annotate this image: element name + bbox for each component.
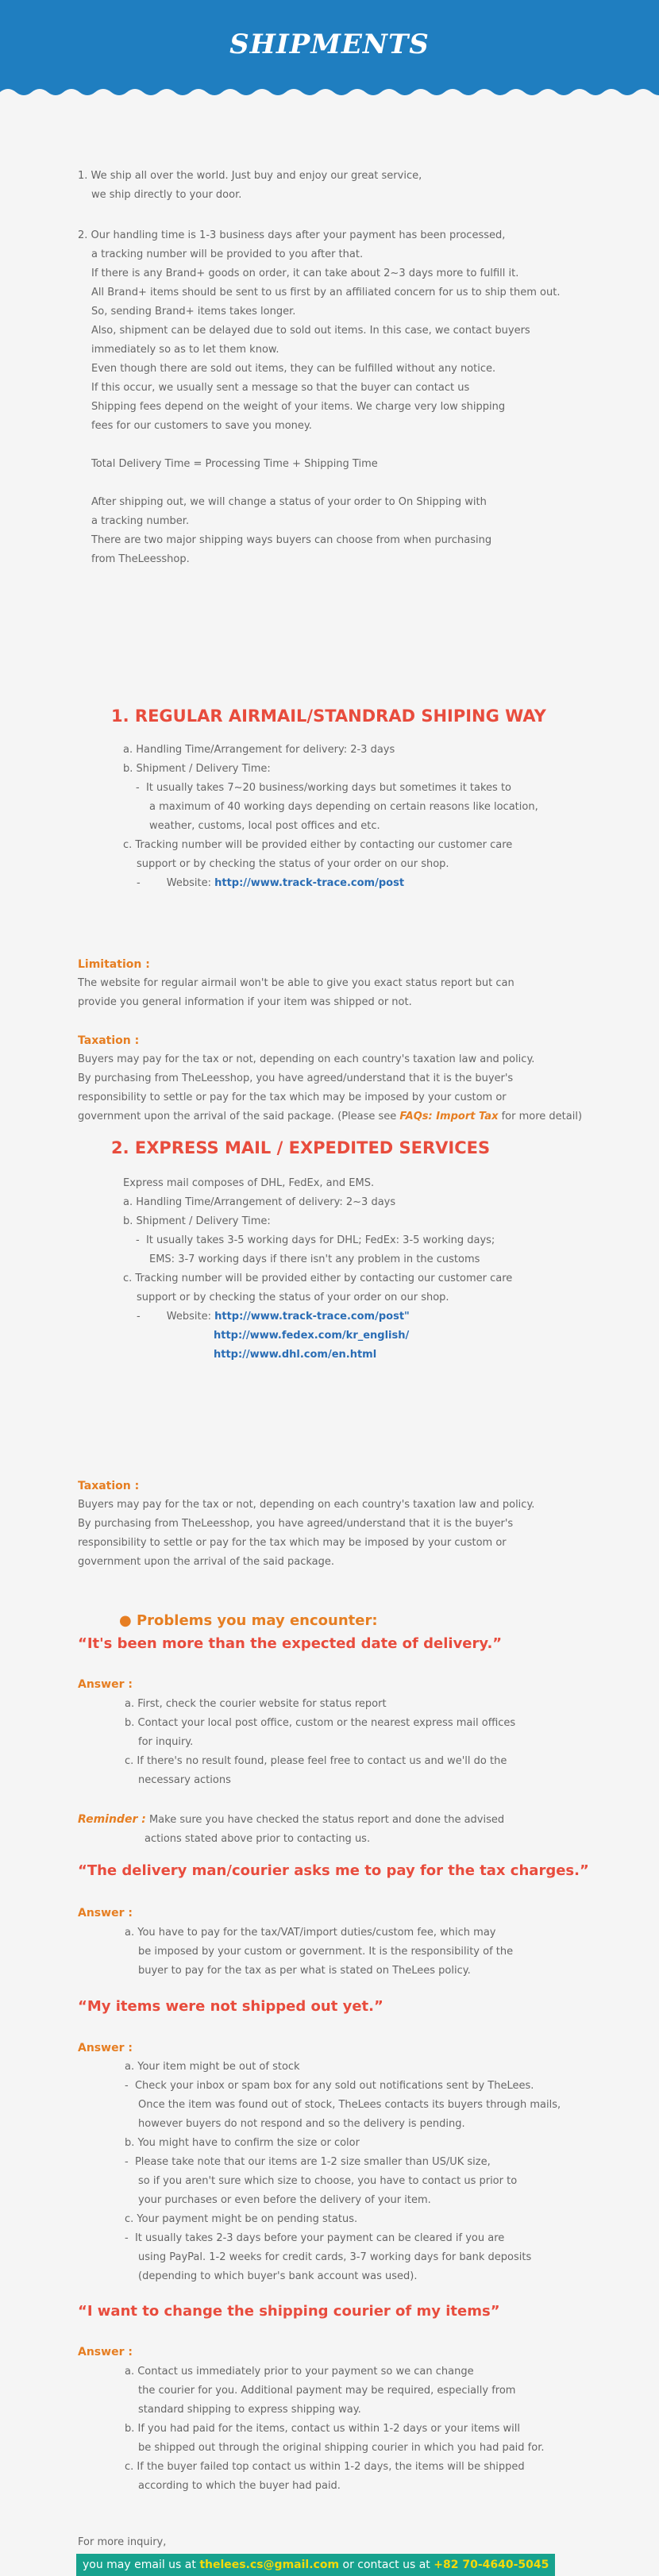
fedex-link[interactable]: http://www.fedex.com/kr_english/ [214, 1330, 410, 1342]
answer-line: a. You have to pay for the tax/VAT/import duties/custom fee, which may [125, 1927, 496, 1939]
answer-line: a. Contact us immediately prior to your payment so we can change [125, 2366, 474, 2378]
detail-line: - It usually takes 7~20 business/working days but sometimes it takes to [136, 782, 512, 794]
contact-banner [76, 2554, 555, 2576]
question-3: “My items were not shipped out yet.” [78, 1998, 383, 2015]
detail-line: a. Handling Time/Arrangement of delivery: 2~3 days [123, 1196, 396, 1208]
taxation-line: By purchasing from TheLeesshop, you have agreed/understand that it is the buyer's [78, 1518, 514, 1530]
detail-line: EMS: 3-7 working days if there isn't any problem in the customs [149, 1253, 480, 1265]
section-1-title: 1. REGULAR AIRMAIL/STANDRAD SHIPING WAY [111, 707, 546, 726]
detail-line: a maximum of 40 working days depending on certain reasons like location, [149, 801, 538, 813]
taxation-line-end: for more detail) [498, 1111, 583, 1122]
limitation-block [78, 955, 514, 1012]
contact-text: you may email us at [83, 2559, 200, 2571]
reminder-label: Reminder : [78, 1813, 146, 1826]
answer-1 [125, 1695, 515, 1790]
taxation-label: Taxation : [78, 1034, 140, 1047]
answer-line: however buyers do not respond and so the delivery is pending. [138, 2118, 465, 2130]
reminder-line: actions stated above prior to contacting us. [145, 1833, 371, 1845]
answer-label: Answer : [78, 2042, 133, 2054]
intro-line: Shipping fees depend on the weight of your items. We charge very low shipping [91, 401, 506, 413]
answer-line: Once the item was found out of stock, TheLees contacts its buyers through mails, [138, 2099, 561, 2111]
question-1: “It's been more than the expected date of delivery.” [78, 1635, 503, 1652]
page-header [0, 0, 659, 99]
answer-label: Answer : [78, 1907, 133, 1919]
detail-line: b. Shipment / Delivery Time: [123, 1215, 271, 1227]
faq-import-tax-link[interactable]: FAQs: Import Tax [399, 1111, 499, 1122]
answer-line: c. If there's no result found, please feel free to contact us and we'll do the [125, 1755, 507, 1767]
answer-line: standard shipping to express shipping way. [138, 2404, 361, 2416]
answer-line: a. First, check the courier website for status report [125, 1698, 387, 1710]
website-label: - Website: [137, 877, 215, 889]
wave-divider [0, 86, 659, 100]
website-label: - Website: [137, 1311, 215, 1323]
intro-line: 1. We ship all over the world. Just buy and enjoy our great service, [78, 170, 422, 182]
taxation-line: By purchasing from TheLeesshop, you have agreed/understand that it is the buyer's [78, 1072, 514, 1084]
intro-line: There are two major shipping ways buyers can choose from when purchasing [91, 534, 492, 546]
detail-line: support or by checking the status of your order on our shop. [137, 1292, 449, 1303]
intro-line: fees for our customers to save you money. [91, 420, 312, 432]
taxation-line: responsibility to settle or pay for the tax which may be imposed by your custom or [78, 1092, 507, 1103]
answer-line: b. Contact your local post office, custom or the nearest express mail offices [125, 1717, 516, 1729]
answer-line: b. You might have to confirm the size or color [125, 2137, 360, 2149]
page-title: SHIPMENTS [229, 29, 430, 60]
answer-line: the courier for you. Additional payment may be required, especially from [138, 2385, 516, 2397]
track-trace-link[interactable]: http://www.track-trace.com/post" [214, 1311, 410, 1323]
answer-line: - It usually takes 2-3 days before your payment can be cleared if you are [125, 2232, 505, 2244]
intro-line: Also, shipment can be delayed due to sold out items. In this case, we contact buyers [91, 325, 530, 337]
answer-line: your purchases or even before the delivery of your item. [138, 2194, 431, 2206]
taxation-label: Taxation : [78, 1480, 140, 1492]
answer-line: according to which the buyer had paid. [138, 2480, 341, 2492]
detail-line: Express mail composes of DHL, FedEx, and EMS. [123, 1177, 375, 1189]
detail-line: c. Tracking number will be provided either by contacting our customer care [123, 839, 513, 851]
answer-line: necessary actions [138, 1774, 231, 1786]
intro-line: a tracking number will be provided to you after that. [91, 248, 364, 260]
intro-line: from TheLeesshop. [91, 553, 190, 565]
intro-item-2 [78, 226, 560, 569]
intro-line: we ship directly to your door. [91, 189, 242, 201]
answer-2 [125, 1923, 513, 1981]
section-2-title: 2. EXPRESS MAIL / EXPEDITED SERVICES [111, 1138, 491, 1157]
question-2: “The delivery man/courier asks me to pay for the tax charges.” [78, 1862, 589, 1879]
problems-heading [119, 1611, 378, 1631]
answer-3 [125, 2058, 561, 2286]
answer-line: c. Your payment might be on pending status. [125, 2213, 358, 2225]
limitation-line: provide you general information if your item was shipped or not. [78, 996, 412, 1008]
taxation-block-1 [78, 1031, 582, 1126]
answer-line: (depending to which buyer's bank account was used). [138, 2270, 418, 2282]
taxation-block-2 [78, 1477, 534, 1572]
reminder-block [78, 1810, 504, 1849]
inquiry-text: For more inquiry, [78, 2536, 167, 2548]
bullet-icon: ● [119, 1612, 137, 1629]
taxation-line: government upon the arrival of the said package. [78, 1556, 334, 1568]
answer-line: a. Your item might be out of stock [125, 2061, 300, 2073]
taxation-line: government upon the arrival of the said package. (Please see [78, 1111, 400, 1122]
intro-line: a tracking number. [91, 515, 190, 527]
answer-label: Answer : [78, 2346, 133, 2358]
intro-line: After shipping out, we will change a status of your order to On Shipping with [91, 496, 487, 508]
answer-line: buyer to pay for the tax as per what is stated on TheLees policy. [138, 1965, 471, 1977]
problems-heading-text: Problems you may encounter: [136, 1612, 378, 1629]
limitation-label: Limitation : [78, 958, 150, 971]
answer-label: Answer : [78, 1678, 133, 1691]
answer-line: be shipped out through the original shipping courier in which you had paid for. [138, 2442, 545, 2454]
section-2-details [123, 1174, 512, 1365]
answer-line: for inquiry. [138, 1736, 194, 1748]
delivery-formula: Total Delivery Time = Processing Time + Shipping Time [91, 458, 378, 470]
phone-link[interactable]: +82 70-4640-5045 [434, 2559, 549, 2571]
intro-line: 2. Our handling time is 1-3 business days after your payment has been processed, [78, 229, 506, 241]
answer-line: be imposed by your custom or government. It is the responsibility of the [138, 1946, 514, 1958]
answer-line: so if you aren't sure which size to choose, you have to contact us prior to [138, 2175, 518, 2187]
answer-line: c. If the buyer failed top contact us within 1-2 days, the items will be shipped [125, 2461, 525, 2473]
detail-line: b. Shipment / Delivery Time: [123, 763, 271, 775]
intro-line: If this occur, we usually sent a message so that the buyer can contact us [91, 382, 470, 394]
answer-line: - Please take note that our items are 1-2 size smaller than US/UK size, [125, 2156, 491, 2168]
detail-line: c. Tracking number will be provided either by contacting our customer care [123, 1273, 513, 1284]
reminder-line: Make sure you have checked the status report and done the advised [148, 1814, 505, 1826]
intro-line: Even though there are sold out items, they can be fulfilled without any notice. [91, 363, 496, 375]
contact-text: or contact us at [339, 2559, 434, 2571]
detail-line: - It usually takes 3-5 working days for DHL; FedEx: 3-5 working days; [136, 1234, 495, 1246]
detail-line: weather, customs, local post offices and etc. [149, 820, 380, 832]
answer-line: - Check your inbox or spam box for any sold out notifications sent by TheLees. [125, 2080, 534, 2092]
answer-line: b. If you had paid for the items, contact us within 1-2 days or your items will [125, 2423, 520, 2435]
track-trace-link[interactable]: http://www.track-trace.com/post [214, 877, 405, 889]
dhl-link[interactable]: http://www.dhl.com/en.html [214, 1349, 377, 1361]
intro-item-1 [78, 167, 422, 205]
email-link[interactable]: thelees.cs@gmail.com [199, 2559, 340, 2571]
intro-line: So, sending Brand+ items takes longer. [91, 306, 296, 318]
taxation-line: Buyers may pay for the tax or not, depending on each country's taxation law and policy. [78, 1499, 535, 1511]
answer-4 [125, 2362, 544, 2496]
question-4: “I want to change the shipping courier of my items” [78, 2303, 500, 2320]
detail-line: support or by checking the status of your order on our shop. [137, 858, 449, 870]
detail-line: a. Handling Time/Arrangement for delivery: 2-3 days [123, 744, 395, 756]
taxation-line: responsibility to settle or pay for the tax which may be imposed by your custom or [78, 1537, 507, 1549]
taxation-line: Buyers may pay for the tax or not, depending on each country's taxation law and policy. [78, 1053, 535, 1065]
answer-line: using PayPal. 1-2 weeks for credit cards, 3-7 working days for bank deposits [138, 2251, 532, 2263]
section-1-details [123, 741, 538, 893]
intro-line: If there is any Brand+ goods on order, it can take about 2~3 days more to fulfill it. [91, 268, 519, 279]
limitation-line: The website for regular airmail won't be able to give you exact status report but can [78, 977, 514, 989]
intro-line: immediately so as to let them know. [91, 344, 279, 356]
intro-line: All Brand+ items should be sent to us first by an affiliated concern for us to ship them out. [91, 287, 561, 298]
